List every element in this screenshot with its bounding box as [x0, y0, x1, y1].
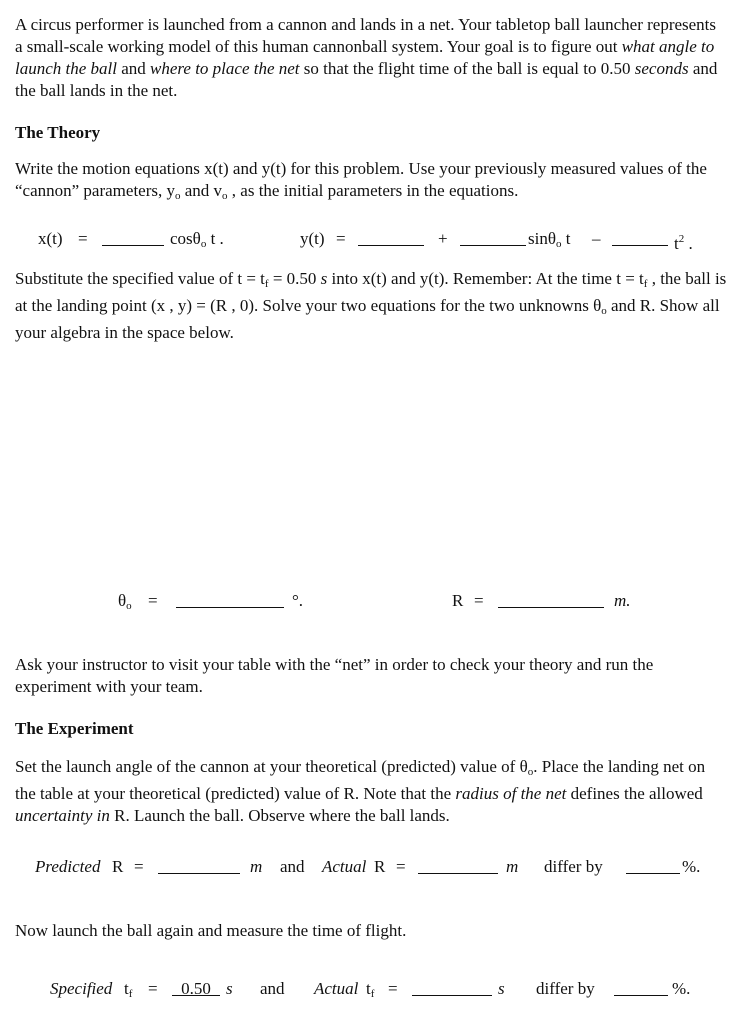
and-text: and: [280, 857, 305, 876]
subscript: o: [175, 190, 181, 202]
percent-sign: %.: [672, 979, 691, 998]
subscript: o: [222, 190, 228, 202]
r-label: R: [452, 591, 464, 610]
y-equation-lhs: y(t): [300, 229, 325, 248]
predicted-label: Predicted: [35, 857, 101, 876]
x-cos-term: cosθ$_o$ t .: [170, 229, 224, 250]
theory-text: Write the motion equations x(t) and y(t) for this problem. Use your previously measured values of the “cannon” parameters, y: [15, 159, 707, 200]
theory-paragraph-1: [15, 158, 727, 207]
experiment-text: Set the launch angle of the cannon at your theoretical (predicted) value of θ: [15, 757, 528, 776]
and-text: and: [260, 979, 285, 998]
equals-sign: =: [336, 229, 346, 248]
intro-emphasis-net: where to place the net: [150, 59, 300, 78]
percent-sign: %.: [682, 857, 701, 876]
theory-heading: The Theory: [15, 123, 101, 142]
theory-text: into x(t) and y(t). Remember: At the time t = t: [327, 269, 644, 288]
seconds-unit: s: [320, 269, 328, 288]
experiment-text: defines the allowed: [566, 784, 703, 803]
meters-unit: m: [506, 857, 519, 876]
subscript: o: [601, 305, 607, 317]
differ-by-text: differ by: [544, 857, 603, 876]
y-initial-blank[interactable]: [358, 228, 424, 252]
theory-text: , as the initial parameters in the equations.: [227, 181, 519, 200]
actual-label: Actual: [314, 979, 359, 998]
equals-sign: =: [396, 857, 406, 876]
theta-label: $\theta_o$: [118, 591, 132, 612]
meters-unit: m: [250, 857, 263, 876]
experiment-paragraph-2: Now launch the ball again and measure the time of flight.: [15, 921, 407, 940]
subscript: f: [643, 278, 648, 290]
range-comparison-row: [0, 856, 742, 880]
degree-symbol: °.: [292, 591, 304, 610]
theory-text: Substitute the specified value of t = t: [15, 269, 265, 288]
minus-sign: –: [592, 229, 601, 248]
tf-percent-blank[interactable]: [614, 978, 668, 1002]
theory-text: and v: [180, 181, 223, 200]
theory-text: and R. Show all your algebra in the space below.: [15, 296, 720, 342]
motion-equations-row: [0, 228, 742, 252]
intro-emphasis-seconds: seconds: [634, 59, 689, 78]
experiment-heading: The Experiment: [15, 719, 134, 738]
emphasis-radius: radius of the net: [455, 784, 567, 803]
subscript: o: [527, 766, 534, 778]
equals-sign: =: [474, 591, 484, 610]
equals-sign: =: [388, 979, 398, 998]
actual-label: Actual: [322, 857, 367, 876]
meters-unit: m.: [614, 591, 631, 610]
tf-label: $t_f$: [124, 979, 133, 1000]
theory-paragraph-2: [15, 268, 727, 344]
actual-tf-blank[interactable]: [412, 978, 492, 1002]
theory-text: , the ball is at the landing point (x , y) = (R , 0). Solve your two equations for the two unknowns θ: [15, 269, 727, 315]
r-percent-blank[interactable]: [626, 856, 680, 880]
subscript: f: [264, 278, 269, 290]
experiment-text: R. Launch the ball. Observe where the ball lands.: [109, 806, 450, 825]
y-velocity-blank[interactable]: [460, 228, 526, 252]
actual-r-blank[interactable]: [418, 856, 498, 880]
seconds-unit: s: [226, 979, 233, 998]
r-label: R: [112, 857, 124, 876]
equals-sign: =: [134, 857, 144, 876]
y-acceleration-blank[interactable]: [612, 228, 668, 252]
predicted-r-blank[interactable]: [158, 856, 240, 880]
intro-text: so that the flight time of the ball is equal to 0.50: [299, 59, 635, 78]
intro-text: and the ball lands in the net.: [15, 59, 718, 100]
intro-paragraph: [15, 14, 727, 102]
theory-answer-row: [0, 590, 742, 614]
specified-label: Specified: [50, 979, 113, 998]
equals-sign: =: [148, 591, 158, 610]
r-label: R: [374, 857, 386, 876]
intro-emphasis-angle: what angle to launch the ball: [15, 37, 715, 78]
seconds-unit: s: [498, 979, 505, 998]
theory-text: = 0.50: [268, 269, 321, 288]
theta-answer-blank[interactable]: [176, 590, 284, 614]
x-coefficient-blank[interactable]: [102, 228, 164, 252]
tf-label: $t_f$: [366, 979, 375, 1000]
emphasis-uncertainty: uncertainty in: [15, 806, 110, 825]
differ-by-text: differ by: [536, 979, 595, 998]
experiment-paragraph-1: [15, 756, 727, 827]
experiment-text: . Place the landing net on the table at your theoretical (predicted) value of R. Note that the: [15, 757, 706, 803]
intro-text: A circus performer is launched from a cannon and lands in a net. Your tabletop ball launcher represents a small-scale working model of this human cannonball system. Your goal is to figure out: [15, 15, 717, 56]
x-equation-lhs: x(t): [38, 229, 63, 248]
equals-sign: =: [148, 979, 158, 998]
equals-sign: =: [78, 229, 88, 248]
theory-paragraph-3: Ask your instructor to visit your table with the “net” in order to check your theory and run the experiment with your team.: [15, 655, 654, 696]
y-sin-term: sinθ$_o$ t: [528, 229, 571, 250]
intro-text: and: [116, 59, 151, 78]
plus-sign: +: [438, 229, 448, 248]
specified-tf-value: 0.50: [172, 978, 220, 1000]
t-squared-term: $t^2$ .: [674, 233, 693, 253]
r-answer-blank[interactable]: [498, 590, 604, 614]
time-comparison-row: [0, 978, 742, 1002]
